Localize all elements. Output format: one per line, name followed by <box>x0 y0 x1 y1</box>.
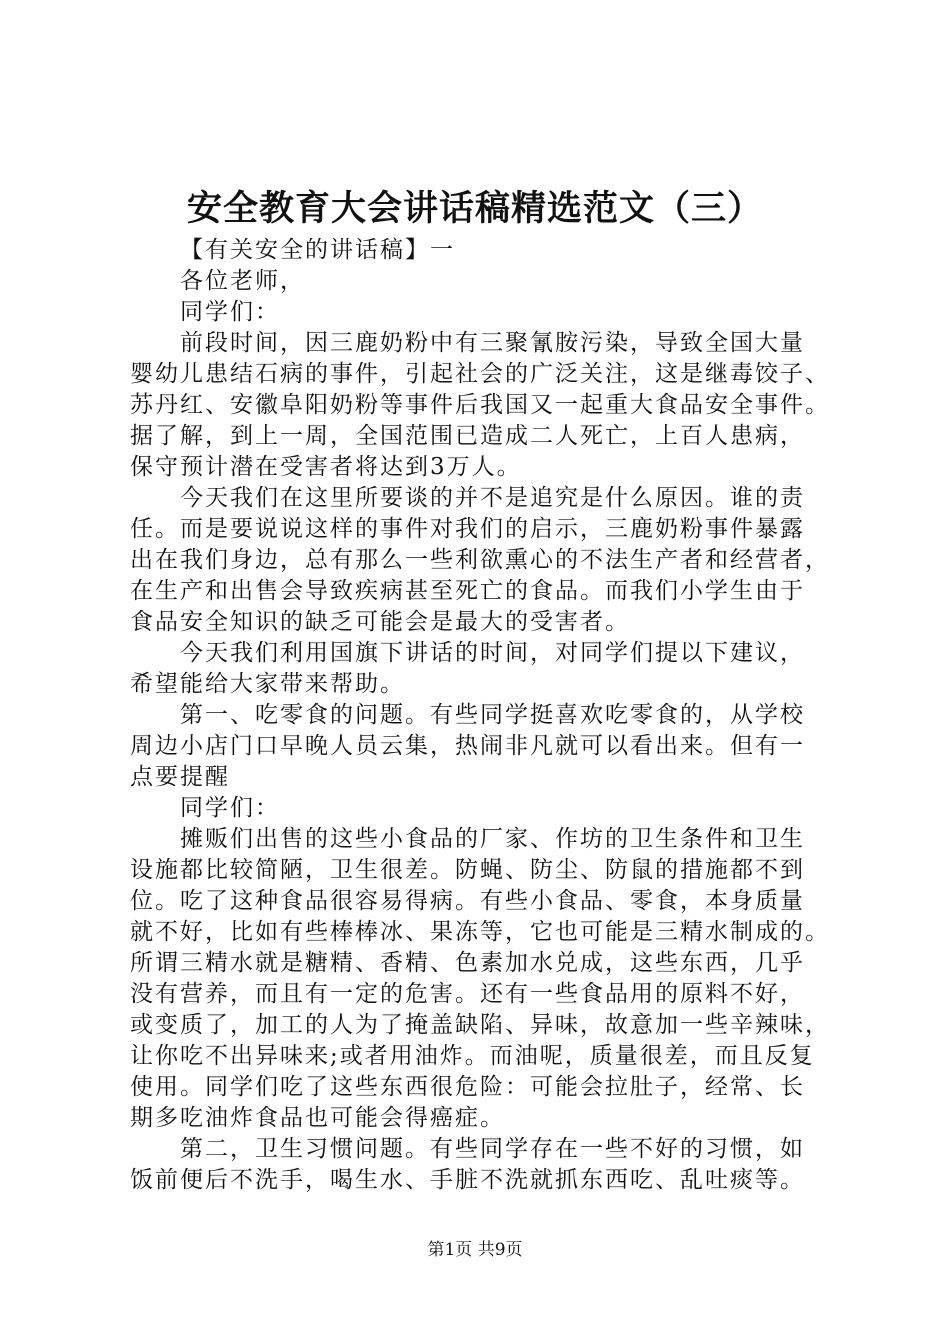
text-line: 希望能给大家带来帮助。 <box>130 671 405 697</box>
text-line: 让你吃不出异味来;或者用油炸。而油呢，质量很差，而且反复 <box>130 1043 815 1069</box>
text-line: 婴幼儿患结石病的事件，引起社会的广泛关注，这是继毒饺子、 <box>130 361 830 387</box>
text-line: 第一、吃零食的问题。有些同学挺喜欢吃零食的，从学校 <box>180 702 805 728</box>
document-body <box>130 235 840 1196</box>
text-line: 就不好，比如有些棒棒冰、果冻等，它也可能是三精水制成的。 <box>130 919 830 945</box>
text-line: 期多吃油炸食品也可能会得癌症。 <box>130 1105 505 1131</box>
text-line: 出在我们身边，总有那么一些利欲熏心的不法生产者和经营者， <box>130 547 830 573</box>
text-line: 或变质了，加工的人为了掩盖缺陷、异味，故意加一些辛辣味， <box>130 1012 830 1038</box>
text-line: 【有关安全的讲话稿】一 <box>180 237 455 263</box>
text-line: 今天我们利用国旗下讲话的时间，对同学们提以下建议， <box>180 640 805 666</box>
text-line: 同学们： <box>180 299 280 325</box>
text-line: 使用。同学们吃了这些东西很危险：可能会拉肚子，经常、长 <box>130 1074 805 1100</box>
text-line: 周边小店门口早晚人员云集，热闹非凡就可以看出来。但有一 <box>130 733 805 759</box>
text-line: 今天我们在这里所要谈的并不是追究是什么原因。谁的责 <box>180 485 805 511</box>
text-line: 位。吃了这种食品很容易得病。有些小食品、零食，本身质量 <box>130 888 805 914</box>
text-line: 保守预计潜在受害者将达到3万人。 <box>130 454 522 480</box>
text-line: 所谓三精水就是糖精、香精、色素加水兑成，这些东西，几乎 <box>130 950 805 976</box>
text-line: 食品安全知识的缺乏可能会是最大的受害者。 <box>130 609 630 635</box>
text-line: 第二，卫生习惯问题。有些同学存在一些不好的习惯，如 <box>180 1136 805 1162</box>
text-line: 据了解，到上一周，全国范围已造成二人死亡，上百人患病， <box>130 423 805 449</box>
text-line: 点要提醒 <box>130 764 230 790</box>
text-line: 各位老师， <box>180 268 305 294</box>
page-footer: 第1页 共9页 <box>427 1240 523 1260</box>
text-line: 任。而是要说说这样的事件对我们的启示，三鹿奶粉事件暴露 <box>130 516 805 542</box>
text-line: 同学们： <box>180 795 280 821</box>
document-title: 安全教育大会讲话稿精选范文（三） <box>186 188 763 229</box>
text-line: 前段时间，因三鹿奶粉中有三聚氰胺污染，导致全国大量 <box>180 330 805 356</box>
text-line: 在生产和出售会导致疾病甚至死亡的食品。而我们小学生由于 <box>130 578 805 604</box>
text-line: 饭前便后不洗手，喝生水、手脏不洗就抓东西吃、乱吐痰等。 <box>130 1167 805 1193</box>
text-line: 苏丹红、安徽阜阳奶粉等事件后我国又一起重大食品安全事件。 <box>130 392 830 418</box>
text-line: 设施都比较简陋，卫生很差。防蝇、防尘、防鼠的措施都不到 <box>130 857 805 883</box>
text-line: 没有营养，而且有一定的危害。还有一些食品用的原料不好， <box>130 981 805 1007</box>
text-line: 摊贩们出售的这些小食品的厂家、作坊的卫生条件和卫生 <box>180 826 805 852</box>
